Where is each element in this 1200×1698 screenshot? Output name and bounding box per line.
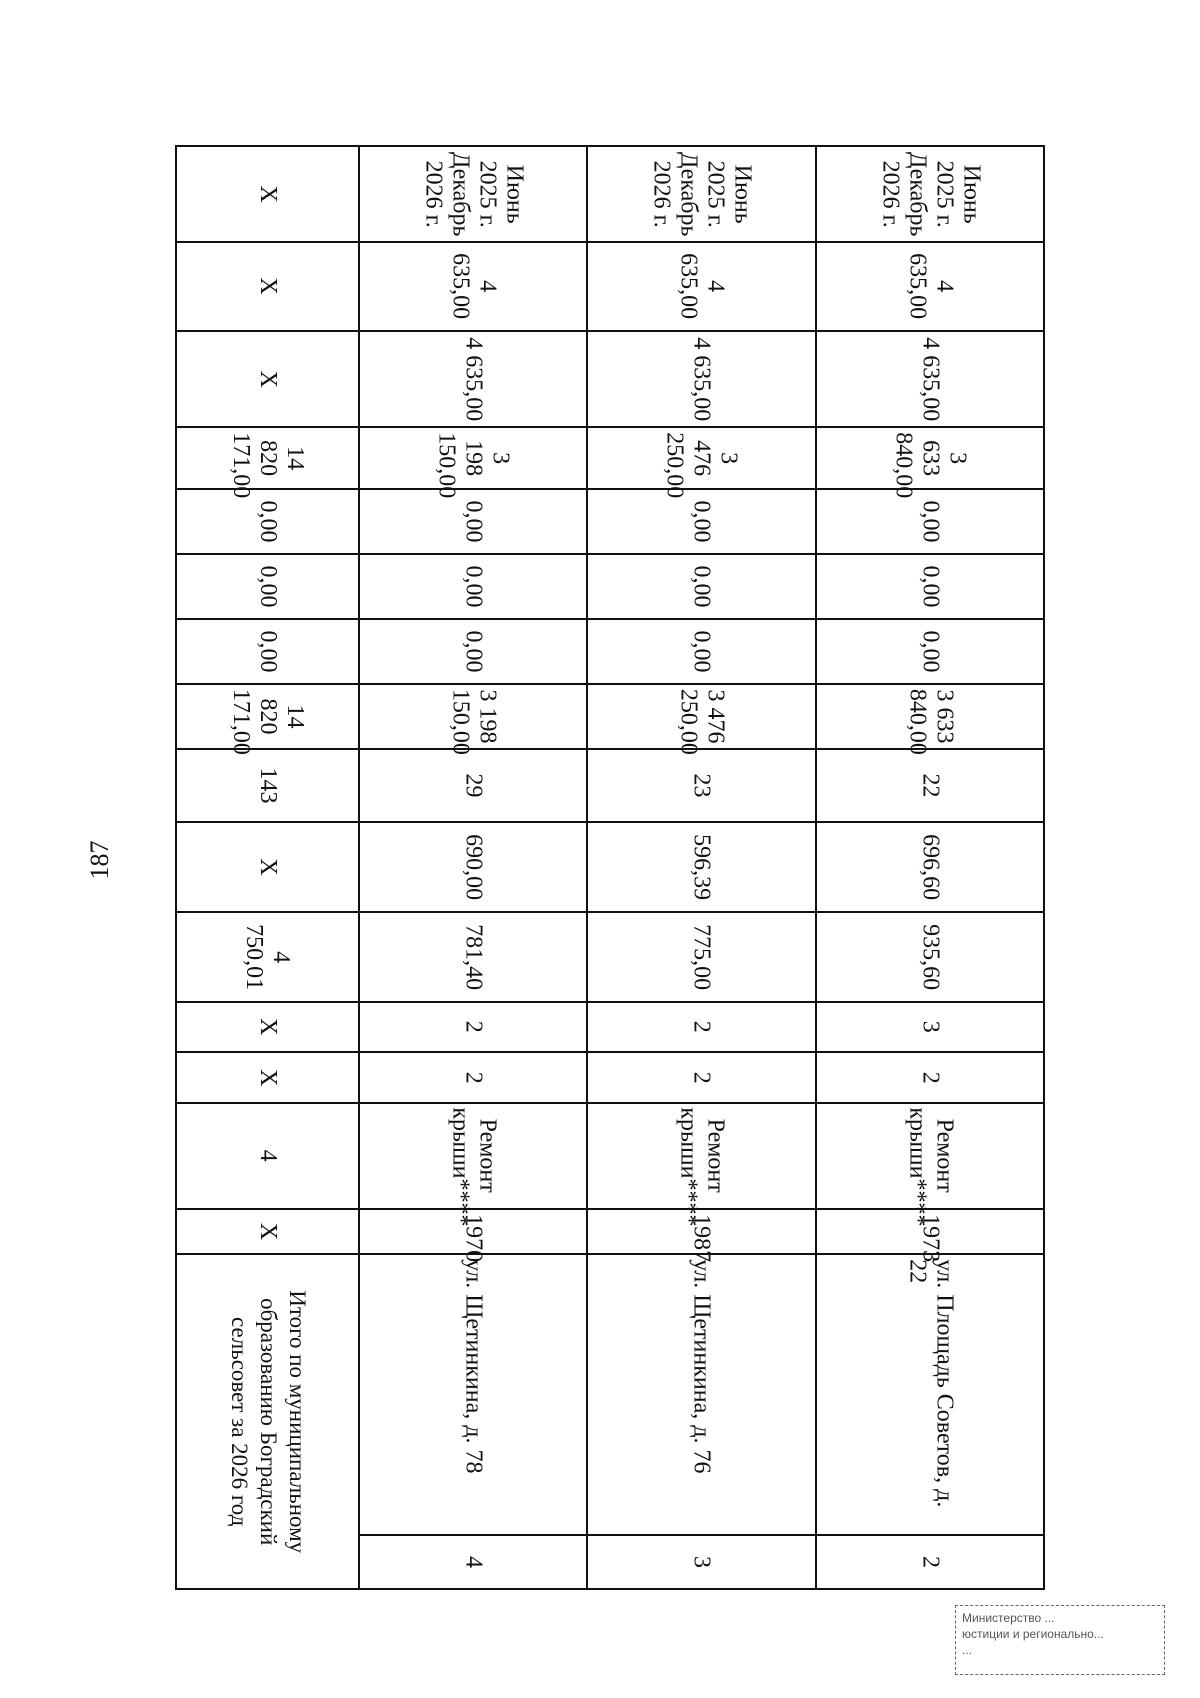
c1-cell: 2 — [359, 1052, 587, 1103]
f3-cell: 0,00 — [587, 489, 815, 554]
year-cell: 1970 — [359, 1209, 587, 1254]
table-row — [176, 146, 359, 1589]
cost-owners-cell: 14 820 171,00 — [176, 427, 359, 489]
residents-cell: 23 — [587, 749, 815, 822]
table-row — [816, 146, 1044, 1589]
area1-cell: 775,00 — [587, 912, 815, 1002]
work-cell: 4 — [176, 1103, 359, 1210]
work-cell: Ремонт крыши**** — [816, 1103, 1044, 1210]
period-cell: Июнь 2025 г. Декабрь 2026 г. — [587, 146, 815, 242]
c2-cell: 2 — [587, 1002, 815, 1053]
unit2-cell: 4 635,00 — [816, 242, 1044, 332]
c2-cell: X — [176, 1002, 359, 1053]
residents-cell: 29 — [359, 749, 587, 822]
period-cell: Июнь 2025 г. Декабрь 2026 г. — [359, 146, 587, 242]
f2-cell: 0,00 — [359, 554, 587, 619]
stamp-line-2: юстиции и регионально... — [962, 1627, 1104, 1642]
page-number: 187 — [85, 840, 114, 880]
stamp-line-3: ... — [962, 1643, 973, 1658]
area1-cell: 4 750,01 — [176, 912, 359, 1002]
year-cell: X — [176, 1209, 359, 1254]
stamp-line-1: Министерство ... — [962, 1611, 1055, 1625]
unit2-cell: 4 635,00 — [359, 242, 587, 332]
address-cell: ул. Площадь Советов, д. 22 — [816, 1254, 1044, 1535]
f3-cell: 0,00 — [176, 489, 359, 554]
unit1-cell: 4 635,00 — [816, 331, 1044, 426]
cost-total-cell: 3 476 250,00 — [587, 684, 815, 749]
c2-cell: 2 — [359, 1002, 587, 1053]
residents-cell: 143 — [176, 749, 359, 822]
total-label-cell: Итого по муниципальному образованию Боградский сельсовет за 2026 год — [176, 1254, 359, 1589]
num-cell: 2 — [816, 1535, 1044, 1589]
address-cell: ул. Щетинкина, д. 76 — [587, 1254, 815, 1535]
f1-cell: 0,00 — [587, 619, 815, 684]
cost-owners-cell: 3 476 250,00 — [587, 427, 815, 489]
registration-stamp — [955, 1605, 1165, 1675]
unit2-cell: X — [176, 242, 359, 332]
area2-cell: 690,00 — [359, 822, 587, 912]
f1-cell: 0,00 — [176, 619, 359, 684]
residents-cell: 22 — [816, 749, 1044, 822]
year-cell: 1987 — [587, 1209, 815, 1254]
cost-total-cell: 14 820 171,00 — [176, 684, 359, 749]
table-row — [359, 146, 587, 1589]
area2-cell: X — [176, 822, 359, 912]
period-cell: X — [176, 146, 359, 242]
c2-cell: 3 — [816, 1002, 1044, 1053]
area2-cell: 696,60 — [816, 822, 1044, 912]
cost-total-cell: 3 198 150,00 — [359, 684, 587, 749]
unit1-cell: 4 635,00 — [359, 331, 587, 426]
c1-cell: 2 — [587, 1052, 815, 1103]
f2-cell: 0,00 — [587, 554, 815, 619]
rotated-table-container — [175, 145, 1045, 1590]
repair-program-table — [175, 145, 1045, 1590]
num-cell: 4 — [359, 1535, 587, 1589]
cost-total-cell: 3 633 840,00 — [816, 684, 1044, 749]
cost-owners-cell: 3 633 840,00 — [816, 427, 1044, 489]
f2-cell: 0,00 — [176, 554, 359, 619]
address-cell: ул. Щетинкина, д. 78 — [359, 1254, 587, 1535]
f1-cell: 0,00 — [816, 619, 1044, 684]
f3-cell: 0,00 — [359, 489, 587, 554]
c1-cell: X — [176, 1052, 359, 1103]
unit1-cell: X — [176, 331, 359, 426]
c1-cell: 2 — [816, 1052, 1044, 1103]
f3-cell: 0,00 — [816, 489, 1044, 554]
work-cell: Ремонт крыши**** — [587, 1103, 815, 1210]
unit1-cell: 4 635,00 — [587, 331, 815, 426]
area2-cell: 596,39 — [587, 822, 815, 912]
unit2-cell: 4 635,00 — [587, 242, 815, 332]
f1-cell: 0,00 — [359, 619, 587, 684]
work-cell: Ремонт крыши**** — [359, 1103, 587, 1210]
table-row — [587, 146, 815, 1589]
num-cell: 3 — [587, 1535, 815, 1589]
area1-cell: 781,40 — [359, 912, 587, 1002]
period-cell: Июнь 2025 г. Декабрь 2026 г. — [816, 146, 1044, 242]
area1-cell: 935,60 — [816, 912, 1044, 1002]
cost-owners-cell: 3 198 150,00 — [359, 427, 587, 489]
f2-cell: 0,00 — [816, 554, 1044, 619]
year-cell: 1973 — [816, 1209, 1044, 1254]
